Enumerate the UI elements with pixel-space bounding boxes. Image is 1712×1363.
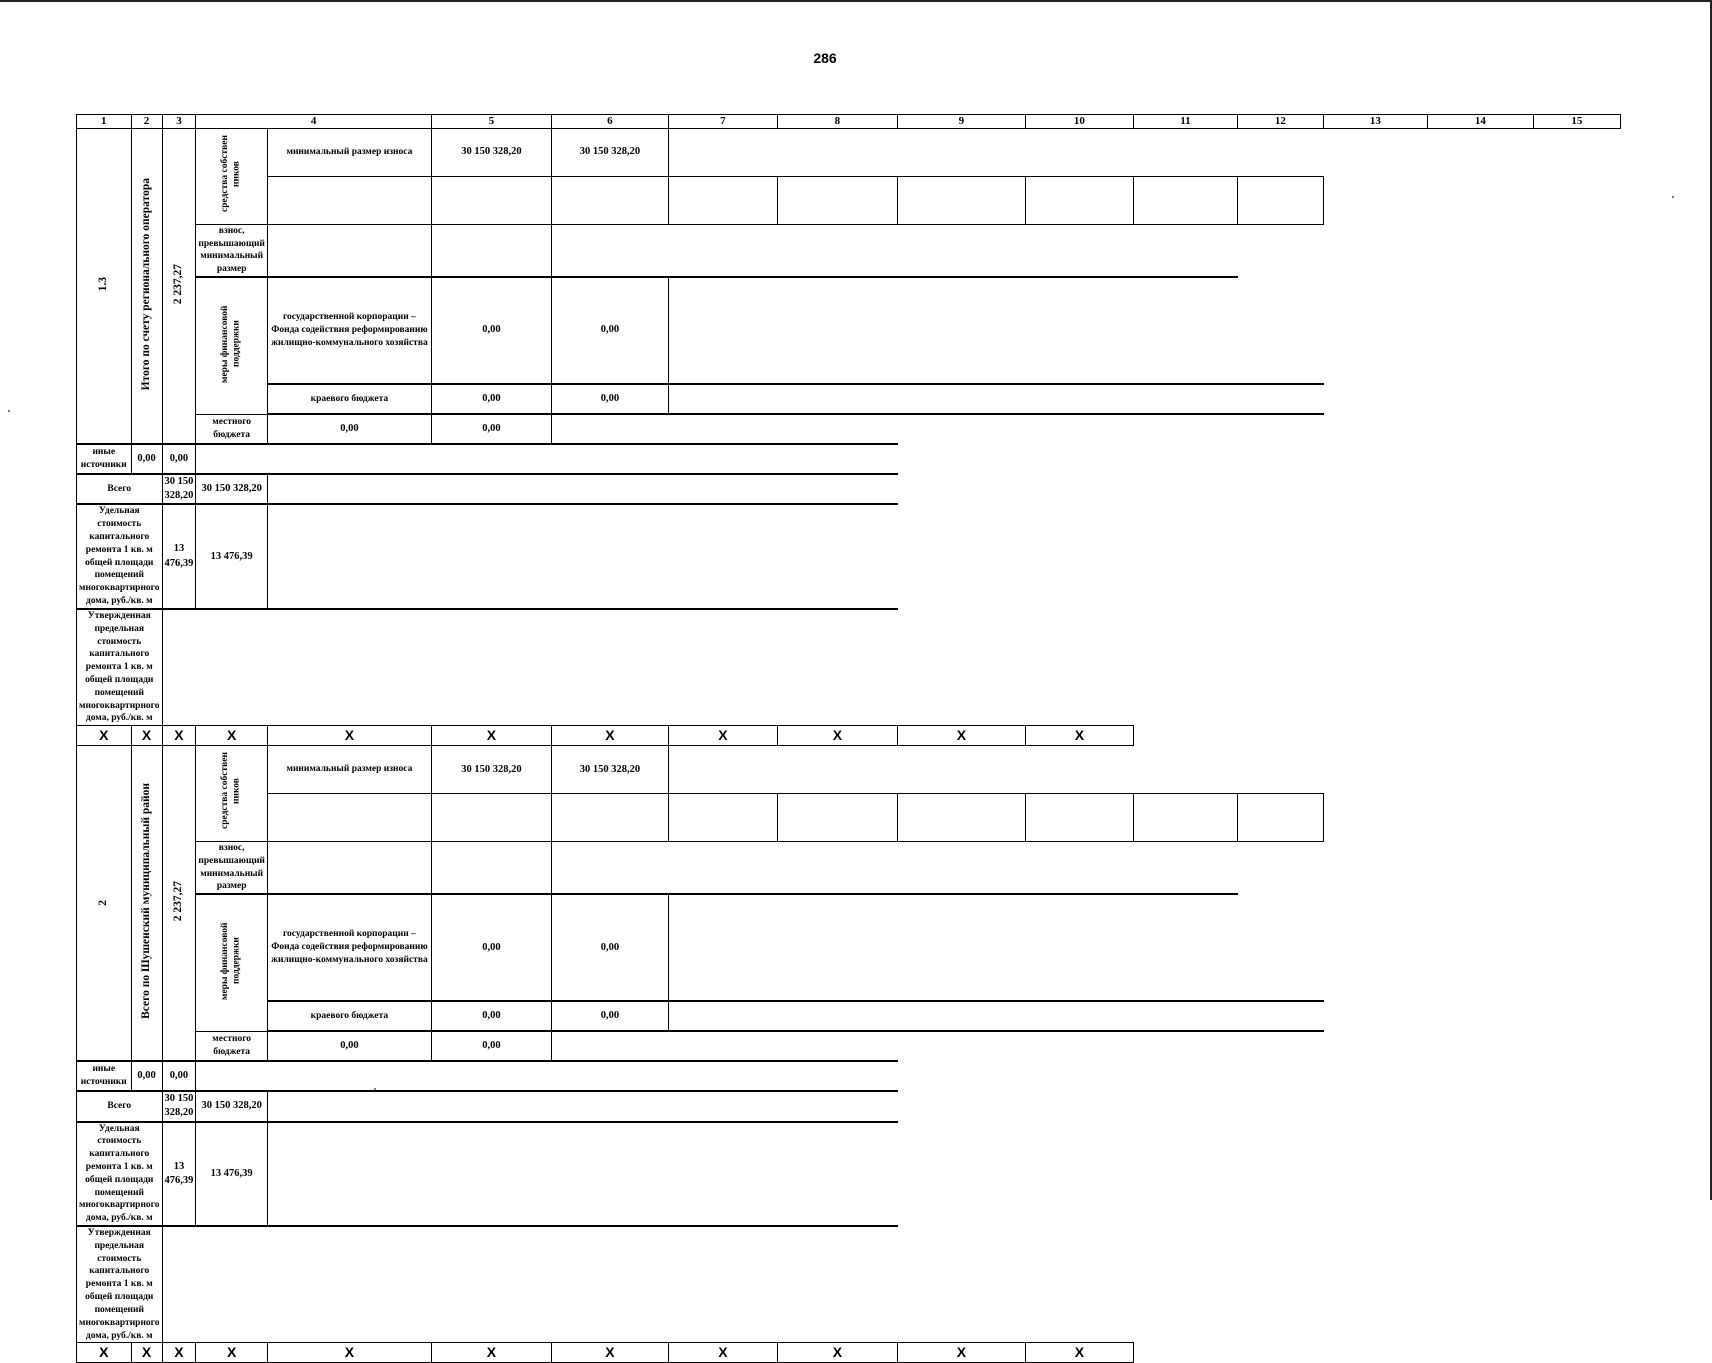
value-cell xyxy=(1025,414,1133,415)
value-cell xyxy=(1133,894,1237,895)
not-applicable-mark: X xyxy=(777,1343,897,1363)
financial-support-group-cell xyxy=(196,895,268,1032)
value-cell xyxy=(267,1226,431,1227)
value-cell xyxy=(777,1061,897,1062)
value-cell xyxy=(668,1091,777,1092)
value-cell xyxy=(668,384,777,385)
column-number: 11 xyxy=(1133,115,1237,129)
row-limit-cost xyxy=(77,609,1621,725)
value-cell xyxy=(777,414,897,415)
value-cell xyxy=(1025,1001,1133,1002)
value-cell xyxy=(668,894,777,895)
value-cell: 13 476,39 xyxy=(162,505,196,609)
column-number: 12 xyxy=(1237,115,1323,129)
value-cell xyxy=(777,894,897,895)
value-cell xyxy=(267,841,431,893)
not-applicable-mark: X xyxy=(431,1343,551,1363)
not-applicable-mark: X xyxy=(551,726,668,746)
page-number: 286 xyxy=(813,50,837,66)
value-cell xyxy=(668,1061,777,1062)
value-cell: 0,00 xyxy=(431,385,551,414)
not-applicable-mark: X xyxy=(267,726,431,746)
value-cell xyxy=(162,1226,196,1227)
value-cell xyxy=(1133,414,1237,415)
scan-edge-top xyxy=(0,0,1712,2)
not-applicable-mark: X xyxy=(668,1343,777,1363)
value-cell xyxy=(431,504,551,505)
value-cell xyxy=(1025,277,1133,278)
value-cell: 0,00 xyxy=(131,445,162,474)
owners-funds-group-label: средства собствен ников xyxy=(220,135,242,213)
row-label: Всего xyxy=(77,475,163,504)
value-cell: 0,00 xyxy=(162,1062,196,1091)
value-cell xyxy=(1237,794,1323,842)
value-cell xyxy=(431,444,551,445)
row-other-sources xyxy=(77,1062,1621,1091)
section-number-cell xyxy=(77,129,132,444)
row-label: минимальный размер износа xyxy=(267,129,431,177)
value-cell xyxy=(668,474,777,475)
value-cell xyxy=(196,444,268,445)
section-area: 2 237,27 xyxy=(172,263,185,304)
row-label: иные источники xyxy=(77,445,132,474)
value-cell: 0,00 xyxy=(431,1002,551,1031)
row-label: минимальный размер износа xyxy=(267,746,431,794)
value-cell xyxy=(897,177,1025,225)
value-cell xyxy=(897,794,1025,842)
not-applicable-mark: X xyxy=(431,726,551,746)
value-cell xyxy=(897,894,1025,895)
row-state-corporation xyxy=(77,278,1621,384)
value-cell: 0,00 xyxy=(551,278,668,384)
value-cell xyxy=(668,414,777,415)
column-number: 13 xyxy=(1323,115,1427,129)
value-cell xyxy=(668,277,777,278)
value-cell xyxy=(1025,177,1133,225)
value-cell xyxy=(431,794,551,842)
value-cell xyxy=(551,504,668,505)
value-cell xyxy=(1133,794,1237,842)
value-cell xyxy=(777,177,897,225)
financial-support-group-label: меры финансовой поддержки xyxy=(220,922,242,1000)
value-cell xyxy=(777,384,897,385)
value-cell xyxy=(668,504,777,505)
value-cell xyxy=(668,794,777,842)
value-cell xyxy=(431,1091,551,1092)
column-number: 3 xyxy=(162,115,196,129)
value-cell: 0,00 xyxy=(131,1062,162,1091)
value-cell: 30 150 328,20 xyxy=(196,475,268,504)
owners-funds-group-cell xyxy=(196,746,268,842)
value-cell xyxy=(668,444,777,445)
value-cell xyxy=(431,224,551,276)
value-cell: 0,00 xyxy=(551,895,668,1001)
row-state-corporation xyxy=(77,895,1621,1001)
row-limit-cost xyxy=(77,1227,1621,1343)
column-number: 15 xyxy=(1533,115,1620,129)
row-local-budget xyxy=(77,1032,1621,1061)
row-excess xyxy=(77,224,1621,276)
value-cell xyxy=(777,277,897,278)
value-cell xyxy=(1025,1031,1133,1032)
row-label: Утвержденная предельная стоимость капитального ремонта 1 кв. м общей площади помещений многоквартирного дома, руб./кв. м xyxy=(77,609,163,725)
section-number: 1.3 xyxy=(96,276,109,291)
value-cell xyxy=(162,608,196,609)
row-min-wear xyxy=(77,746,1621,794)
value-cell xyxy=(551,1091,668,1092)
row-label: государственной корпорации – Фонда содействия реформированию жилищно-коммунального хозяйства xyxy=(267,895,431,1001)
value-cell xyxy=(777,1091,897,1092)
row-label: краевого бюджета xyxy=(267,385,431,414)
not-applicable-mark: X xyxy=(668,726,777,746)
value-cell xyxy=(897,1031,1025,1032)
financial-support-group-label: меры финансовой поддержки xyxy=(220,304,242,383)
not-applicable-mark: X xyxy=(196,726,268,746)
value-cell xyxy=(1237,177,1323,225)
value-cell xyxy=(777,1031,897,1032)
value-cell xyxy=(551,1031,668,1032)
not-applicable-mark: X xyxy=(1025,1343,1133,1363)
value-cell xyxy=(431,177,551,225)
section-title: Всего по Шушенский муниципальный район xyxy=(139,782,152,1019)
value-cell: 0,00 xyxy=(162,445,196,474)
value-cell xyxy=(777,794,897,842)
row-unit-cost xyxy=(77,1122,1621,1226)
column-number: 8 xyxy=(777,115,897,129)
column-number: 14 xyxy=(1427,115,1533,129)
section-title-cell xyxy=(131,129,162,444)
capital-repair-table xyxy=(76,114,1621,1363)
section-title: Итого по счету регионального оператора xyxy=(139,177,152,390)
row-min-wear xyxy=(77,129,1621,177)
row-regional-budget xyxy=(77,385,1621,414)
value-cell xyxy=(551,1061,668,1062)
not-applicable-mark: X xyxy=(196,1343,268,1363)
row-total xyxy=(77,475,1621,504)
value-cell xyxy=(431,608,551,609)
column-number: 6 xyxy=(551,115,668,129)
value-cell: 0,00 xyxy=(431,1032,551,1061)
value-cell xyxy=(1237,384,1323,385)
value-cell xyxy=(551,444,668,445)
value-cell xyxy=(1025,794,1133,842)
column-number: 1 xyxy=(77,115,132,129)
section-title-cell xyxy=(131,746,162,1061)
row-label: государственной корпорации – Фонда содействия реформированию жилищно-коммунального хозяйства xyxy=(267,278,431,384)
row-label: Удельная стоимость капитального ремонта 1 кв. м общей площади помещений многоквартирного дома, руб./кв. м xyxy=(77,505,163,609)
value-cell xyxy=(897,277,1025,278)
value-cell xyxy=(1133,1031,1237,1032)
value-cell xyxy=(668,1121,777,1122)
value-cell xyxy=(1133,1001,1237,1002)
value-cell xyxy=(551,414,668,415)
value-cell: 13 476,39 xyxy=(162,1122,196,1226)
value-cell: 30 150 328,20 xyxy=(431,746,551,794)
value-cell xyxy=(267,474,431,475)
value-cell xyxy=(1133,384,1237,385)
value-cell: 13 476,39 xyxy=(196,505,268,609)
row-label: Всего xyxy=(77,1092,163,1121)
row-label: иные источники xyxy=(77,1062,132,1091)
value-cell: 0,00 xyxy=(431,895,551,1001)
section-area: 2 237,27 xyxy=(172,880,185,922)
value-cell xyxy=(551,608,668,609)
row-regional-budget xyxy=(77,1002,1621,1031)
row-label: Утвержденная предельная стоимость капитального ремонта 1 кв. м общей площади помещений многоквартирного дома, руб./кв. м xyxy=(77,1227,163,1343)
value-cell xyxy=(431,1226,551,1227)
value-cell: 0,00 xyxy=(551,385,668,414)
row-label: взнос, превышающий минимальный размер xyxy=(196,841,268,893)
row-label: местного бюджета xyxy=(196,1032,268,1061)
not-applicable-mark: X xyxy=(77,726,132,746)
section-area-cell xyxy=(162,746,196,1061)
value-cell xyxy=(196,1061,268,1062)
value-cell xyxy=(897,414,1025,415)
value-cell xyxy=(777,474,897,475)
value-cell: 0,00 xyxy=(267,1032,431,1061)
value-cell xyxy=(668,1226,777,1227)
value-cell: 30 150 328,20 xyxy=(431,129,551,177)
value-cell xyxy=(431,474,551,475)
section-area-cell xyxy=(162,129,196,444)
row-label: местного бюджета xyxy=(196,415,268,444)
value-cell xyxy=(267,504,431,505)
value-cell: 30 150 328,20 xyxy=(551,129,668,177)
value-cell: 0,00 xyxy=(267,415,431,444)
section-number: 2 xyxy=(96,899,109,906)
value-cell: 0,00 xyxy=(431,278,551,384)
value-cell xyxy=(1133,277,1237,278)
value-cell xyxy=(431,1121,551,1122)
column-number: 5 xyxy=(431,115,551,129)
value-cell xyxy=(777,1226,897,1227)
value-cell xyxy=(196,1226,268,1227)
owners-funds-group-label: средства собствен ников xyxy=(220,752,242,830)
value-cell xyxy=(897,1001,1025,1002)
value-cell xyxy=(267,177,431,225)
not-applicable-mark: X xyxy=(897,726,1025,746)
not-applicable-mark: X xyxy=(1025,726,1133,746)
not-applicable-mark: X xyxy=(162,1343,196,1363)
value-cell: 30 150 328,20 xyxy=(162,475,196,504)
scan-speck xyxy=(1672,196,1674,198)
value-cell: 0,00 xyxy=(551,1002,668,1031)
value-cell xyxy=(897,384,1025,385)
row-excess xyxy=(77,841,1621,893)
value-cell xyxy=(196,608,268,609)
section-number-cell xyxy=(77,746,132,1061)
value-cell xyxy=(1133,177,1237,225)
value-cell xyxy=(777,444,897,445)
value-cell xyxy=(267,794,431,842)
value-cell xyxy=(267,1091,431,1092)
not-applicable-mark: X xyxy=(131,726,162,746)
value-cell xyxy=(551,177,668,225)
value-cell xyxy=(668,608,777,609)
row-other-sources xyxy=(77,445,1621,474)
value-cell xyxy=(267,224,431,276)
value-cell xyxy=(551,1226,668,1227)
value-cell xyxy=(551,474,668,475)
value-cell xyxy=(777,608,897,609)
row-local-budget xyxy=(77,415,1621,444)
not-applicable-mark: X xyxy=(897,1343,1025,1363)
not-applicable-mark: X xyxy=(551,1343,668,1363)
row-total xyxy=(77,1092,1621,1121)
value-cell xyxy=(267,608,431,609)
column-number-row xyxy=(77,115,1621,129)
not-applicable-mark: X xyxy=(162,726,196,746)
column-number: 10 xyxy=(1025,115,1133,129)
value-cell xyxy=(267,1121,431,1122)
not-applicable-mark: X xyxy=(777,726,897,746)
owners-funds-group-cell xyxy=(196,129,268,225)
value-cell xyxy=(431,841,551,893)
value-cell: 30 150 328,20 xyxy=(196,1092,268,1121)
value-cell xyxy=(1237,414,1323,415)
value-cell xyxy=(267,444,431,445)
value-cell xyxy=(267,1061,431,1062)
scan-speck xyxy=(8,410,10,412)
value-cell xyxy=(668,1031,777,1032)
value-cell xyxy=(1237,1031,1323,1032)
column-number: 4 xyxy=(196,115,432,129)
value-cell xyxy=(777,1121,897,1122)
value-cell xyxy=(1025,384,1133,385)
value-cell: 30 150 328,20 xyxy=(551,746,668,794)
not-applicable-mark: X xyxy=(267,1343,431,1363)
value-cell: 0,00 xyxy=(431,415,551,444)
value-cell xyxy=(551,1121,668,1122)
not-applicable-mark: X xyxy=(77,1343,132,1363)
value-cell xyxy=(1237,1001,1323,1002)
column-number: 9 xyxy=(897,115,1025,129)
financial-support-group-cell xyxy=(196,278,268,415)
column-number: 2 xyxy=(131,115,162,129)
value-cell: 13 476,39 xyxy=(196,1122,268,1226)
value-cell xyxy=(777,1001,897,1002)
value-cell xyxy=(777,504,897,505)
not-applicable-mark: X xyxy=(131,1343,162,1363)
row-label: Удельная стоимость капитального ремонта 1 кв. м общей площади помещений многоквартирного дома, руб./кв. м xyxy=(77,1122,163,1226)
row-label: взнос, превышающий минимальный размер xyxy=(196,224,268,276)
row-label: краевого бюджета xyxy=(267,1002,431,1031)
value-cell xyxy=(551,794,668,842)
row-unit-cost xyxy=(77,505,1621,609)
value-cell xyxy=(668,177,777,225)
value-cell xyxy=(668,1001,777,1002)
value-cell: 30 150 328,20 xyxy=(162,1092,196,1121)
value-cell xyxy=(1025,894,1133,895)
value-cell xyxy=(431,1061,551,1062)
column-number: 7 xyxy=(668,115,777,129)
